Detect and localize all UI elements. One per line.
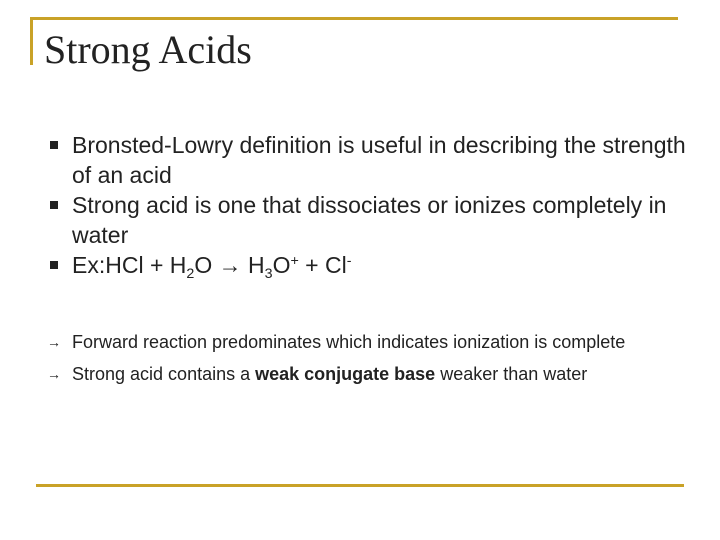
bullet-list — [40, 130, 690, 280]
equation-reactants: Ex:HCl + H — [72, 252, 187, 278]
chloride-charge: - — [346, 253, 352, 270]
bullet-text: Bronsted-Lowry definition is useful in describing the strength of an acid — [72, 132, 686, 188]
bullet-item-definition — [40, 130, 690, 190]
water-subscript: 2 — [186, 265, 195, 282]
top-accent-rule — [30, 17, 678, 20]
sub-bullet-conjugate-base — [40, 362, 690, 386]
sub-bullet-forward-reaction — [40, 330, 690, 354]
hydronium-o: O — [272, 252, 291, 278]
sub-bullet-text: Forward reaction predominates which indicates ionization is complete — [72, 332, 626, 352]
sub-bullet-bold-text: weak conjugate base — [255, 364, 436, 384]
left-accent-rule — [30, 17, 33, 65]
chloride: + Cl — [298, 252, 347, 278]
hydronium-subscript: 3 — [264, 265, 273, 282]
bullet-item-strong-acid — [40, 190, 690, 250]
arrow-bullet-icon: → — [47, 366, 61, 382]
square-bullet-icon — [44, 250, 64, 280]
square-bullet-icon — [44, 190, 64, 220]
hydronium-charge: + — [290, 253, 299, 270]
hydronium-h: H — [248, 252, 265, 278]
slide-title: Strong Acids — [44, 27, 252, 72]
sub-bullet-text-after: weaker than water — [435, 364, 588, 384]
reaction-arrow-icon: → — [218, 252, 242, 278]
square-bullet-icon — [44, 130, 64, 160]
bullet-item-equation — [40, 250, 690, 280]
bottom-accent-rule — [36, 484, 684, 487]
equation — [72, 252, 352, 282]
sub-bullet-list — [40, 330, 690, 394]
water-oxygen: O — [194, 252, 213, 278]
sub-bullet-text-before: Strong acid contains a — [72, 364, 256, 384]
arrow-bullet-icon: → — [47, 334, 61, 350]
bullet-text: Strong acid is one that dissociates or ionizes completely in water — [72, 192, 667, 248]
